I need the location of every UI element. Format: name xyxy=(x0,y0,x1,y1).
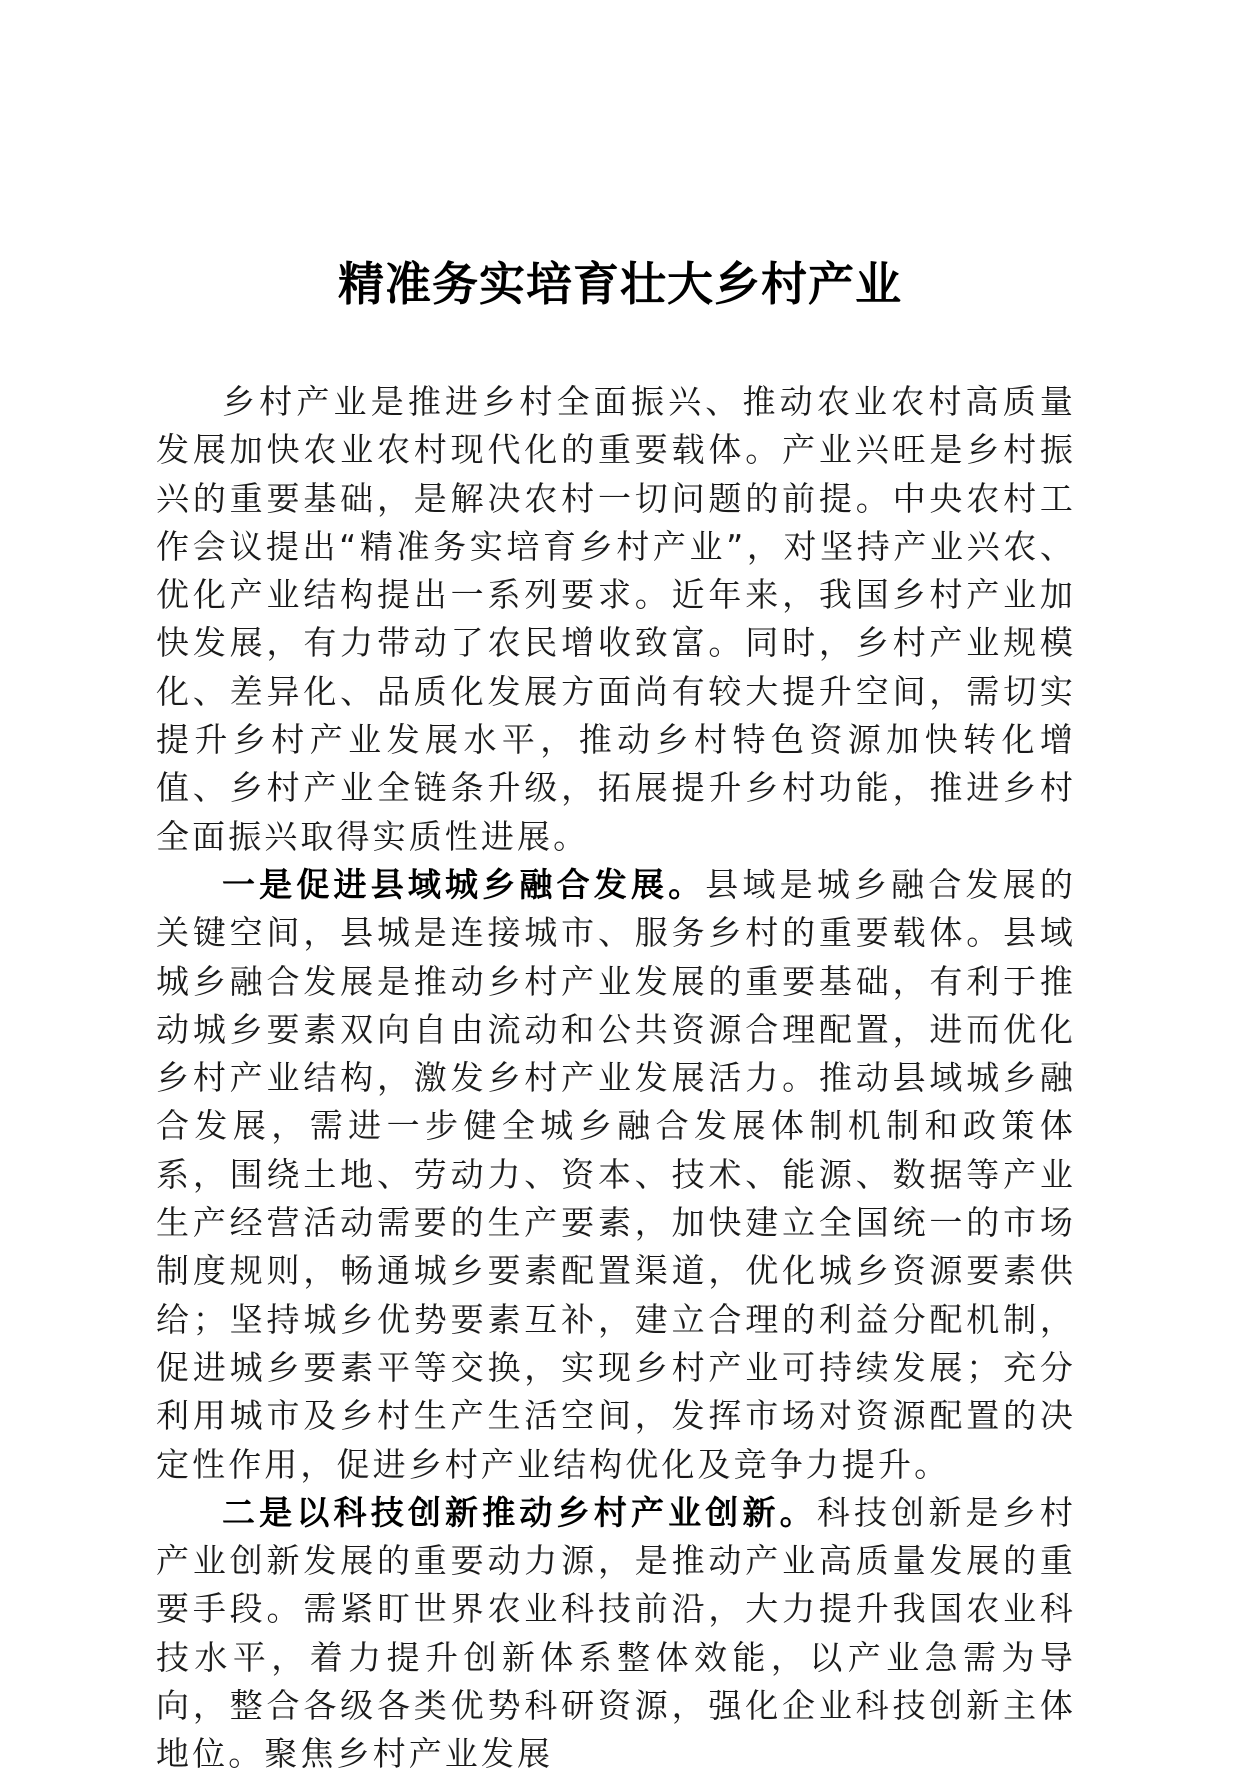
document-title: 精准务实培育壮大乡村产业 xyxy=(338,257,902,311)
paragraph-lead-heading: 一是促进县域城乡融合发展。 xyxy=(222,864,706,904)
paragraph-tech-innovation xyxy=(156,1489,1076,1779)
paragraph-lead-heading: 二是以科技创新推动乡村产业创新。 xyxy=(222,1492,817,1532)
paragraph-text: 县域是城乡融合发展的关键空间，县城是连接城市、服务乡村的重要载体。县域城乡融合发展是推动乡村产业发展的重要基础，有利于推动城乡要素双向自由流动和公共资源合理配置，进而优化乡村产业结构，激发乡村产业发展活力。推动县域城乡融合发展，需进一步健全城乡融合发展体制机制和政策体系，围绕土地、劳动力、资本、技术、能源、数据等产业生产经营活动需要的生产要素，加快建立全国统一的市场制度规则，畅通城乡要素配置渠道，优化城乡资源要素供给；坚持城乡优势要素互补，建立合理的利益分配机制，促进城乡要素平等交换，实现乡村产业可持续发展；充分利用城市及乡村生产生活空间，发挥市场对资源配置的决定性作用，促进乡村产业结构优化及竞争力提升。 xyxy=(156,864,1076,1484)
paragraph-intro xyxy=(156,378,1076,861)
paragraph-text: 乡村产业是推进乡村全面振兴、推动农业农村高质量发展加快农业农村现代化的重要载体。产业兴旺是乡村振兴的重要基础，是解决农村一切问题的前提。中央农村工作会议提出“精准务实培育乡村产业”，对坚持产业兴农、优化产业结构提出一系列要求。近年来，我国乡村产业加快发展，有力带动了农民增收致富。同时，乡村产业规模化、差异化、品质化发展方面尚有较大提升空间，需切实提升乡村产业发展水平，推动乡村特色资源加快转化增值、乡村产业全链条升级，拓展提升乡村功能，推进乡村全面振兴取得实质性进展。 xyxy=(156,382,1076,856)
paragraph-text: 科技创新是乡村产业创新发展的重要动力源，是推动产业高质量发展的重要手段。需紧盯世界农业科技前沿，大力提升我国农业科技水平，着力提升创新体系整体效能，以产业急需为导向，整合各级各类优势科研资源，强化企业科技创新主体地位。聚焦乡村产业发展 xyxy=(156,1492,1076,1774)
paragraph-county-integration xyxy=(156,861,1076,1489)
document-body xyxy=(156,378,1076,1779)
